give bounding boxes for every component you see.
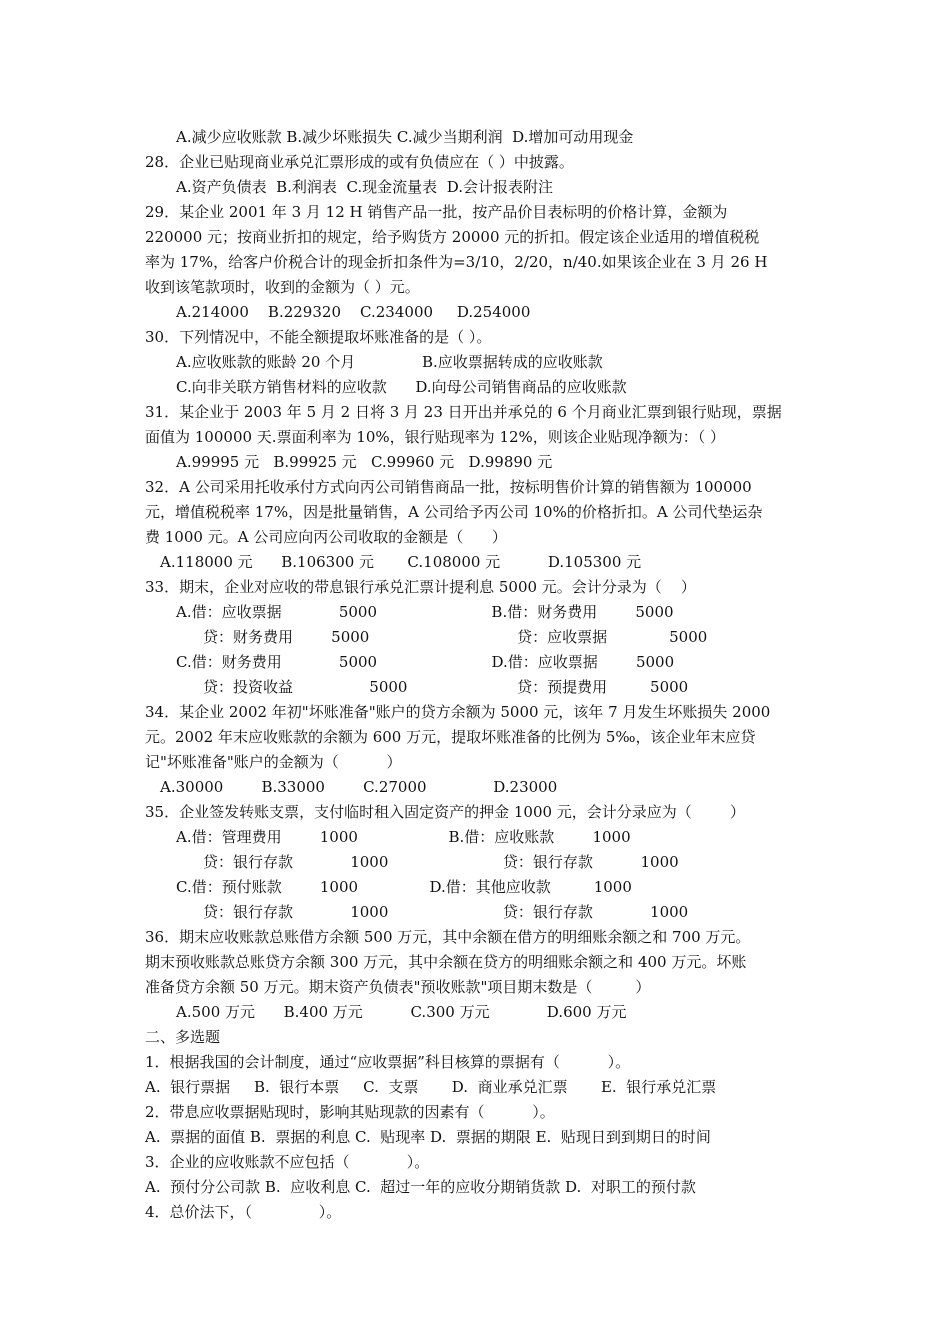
q35-options: 贷：银行存款 1000 贷：银行存款 1000 <box>203 853 679 871</box>
q36-text: 36．期末应收账款总账借方余额 500 万元，其中余额在借方的明细账余额之和 700 万元。 <box>145 928 751 946</box>
q29-text: 220000 元；按商业折扣的规定，给予购货方 20000 元的折扣。假定该企业适用的增值税税 <box>145 228 760 246</box>
q28-options: A.资产负债表 B.利润表 C.现金流量表 D.会计报表附注 <box>176 178 553 196</box>
mq1-options: A. 银行票据 B. 银行本票 C. 支票 D. 商业承兑汇票 E. 银行承兑汇票 <box>145 1078 717 1096</box>
section-heading: 二、多选题 <box>145 1028 221 1046</box>
q33-text: 33．期末，企业对应收的带息银行承兑汇票计提利息 5000 元。会计分录为（ ） <box>145 578 696 596</box>
q32-options: A.118000 元 B.106300 元 C.108000 元 D.105300 元 <box>160 553 642 571</box>
q29-options: A.214000 B.229320 C.234000 D.254000 <box>176 303 531 321</box>
q34-text: 元。2002 年末应收账款的余额为 600 万元，提取坏账准备的比例为 5‰，该企业年末应贷 <box>145 728 756 746</box>
q34-options: A.30000 B.33000 C.27000 D.23000 <box>160 778 558 796</box>
q32-text: 费 1000 元。A 公司应向丙公司收取的金额是（ ） <box>145 528 507 546</box>
q33-options: 贷：财务费用 5000 贷：应收票据 5000 <box>203 628 708 646</box>
q35-text: 35．企业签发转账支票，支付临时租入固定资产的押金 1000 元，会计分录应为（ ） <box>145 803 745 821</box>
q29-text: 率为 17%，给客户价税合计的现金折扣条件为=3/10，2/20，n/40.如果该企业在 3 月 26 H <box>145 253 768 271</box>
q35-options: A.借：管理费用 1000 B.借：应收账款 1000 <box>176 828 631 846</box>
q36-options: A.500 万元 B.400 万元 C.300 万元 D.600 万元 <box>176 1003 627 1021</box>
mq4-text: 4．总价法下，（ ）。 <box>145 1203 342 1221</box>
q27-options: A.减少应收账款 B.减少坏账损失 C.减少当期利润 D.增加可动用现金 <box>176 128 634 146</box>
q31-text: 面值为 100000 天.票面利率为 10%，银行贴现率为 12%，则该企业贴现净额为：（ ） <box>145 428 726 446</box>
q34-text: 34．某企业 2002 年初"坏账准备"账户的贷方余额为 5000 元，该年 7 月发生坏账损失 2000 <box>145 703 771 721</box>
q30-options: C.向非关联方销售材料的应收款 D.向母公司销售商品的应收账款 <box>176 378 627 396</box>
q33-options: A.借：应收票据 5000 B.借：财务费用 5000 <box>176 603 674 621</box>
q35-options: 贷：银行存款 1000 贷：银行存款 1000 <box>203 903 689 921</box>
q30-text: 30．下列情况中，不能全额提取坏账准备的是（ ）。 <box>145 328 492 346</box>
q32-text: 32．A 公司采用托收承付方式向丙公司销售商品一批，按标明售价计算的销售额为 100000 <box>145 478 752 496</box>
q33-options: 贷：投资收益 5000 贷：预提费用 5000 <box>203 678 689 696</box>
q28-text: 28．企业已贴现商业承兑汇票形成的或有负债应在（ ）中披露。 <box>145 153 574 171</box>
q33-options: C.借：财务费用 5000 D.借：应收票据 5000 <box>176 653 675 671</box>
q32-text: 元，增值税税率 17%，因是批量销售，A 公司给予丙公司 10%的价格折扣。A 公司代垫运杂 <box>145 503 763 521</box>
mq3-options: A. 预付分公司款 B. 应收利息 C. 超过一年的应收分期销货款 D. 对职工的预付款 <box>145 1178 696 1196</box>
mq2-text: 2．带息应收票据贴现时，影响其贴现款的因素有（ ）。 <box>145 1103 555 1121</box>
q36-text: 期末预收账款总账贷方余额 300 万元，其中余额在贷方的明细账余额之和 400 万元。坏账 <box>145 953 747 971</box>
mq3-text: 3．企业的应收账款不应包括（ ）。 <box>145 1153 430 1171</box>
mq1-text: 1．根据我国的会计制度，通过“应收票据”科目核算的票据有（ ）。 <box>145 1053 631 1071</box>
q35-options: C.借：预付账款 1000 D.借：其他应收款 1000 <box>176 878 632 896</box>
q34-text: 记"坏账准备"账户的金额为（ ） <box>145 753 402 771</box>
q36-text: 准备贷方余额 50 万元。期末资产负债表"预收账款"项目期末数是（ ） <box>145 978 651 996</box>
mq2-options: A. 票据的面值 B. 票据的利息 C. 贴现率 D. 票据的期限 E. 贴现日到到期日的时间 <box>145 1128 711 1146</box>
q29-text: 收到该笔款项时，收到的金额为（ ）元。 <box>145 278 420 296</box>
q31-text: 31．某企业于 2003 年 5 月 2 日将 3 月 23 日开出并承兑的 6 个月商业汇票到银行贴现，票据 <box>145 403 782 421</box>
q29-text: 29．某企业 2001 年 3 月 12 H 销售产品一批，按产品价目表标明的价格计算，金额为 <box>145 203 728 221</box>
q30-options: A.应收账款的账龄 20 个月 B.应收票据转成的应收账款 <box>176 353 603 371</box>
q31-options: A.99995 元 B.99925 元 C.99960 元 D.99890 元 <box>176 453 553 471</box>
